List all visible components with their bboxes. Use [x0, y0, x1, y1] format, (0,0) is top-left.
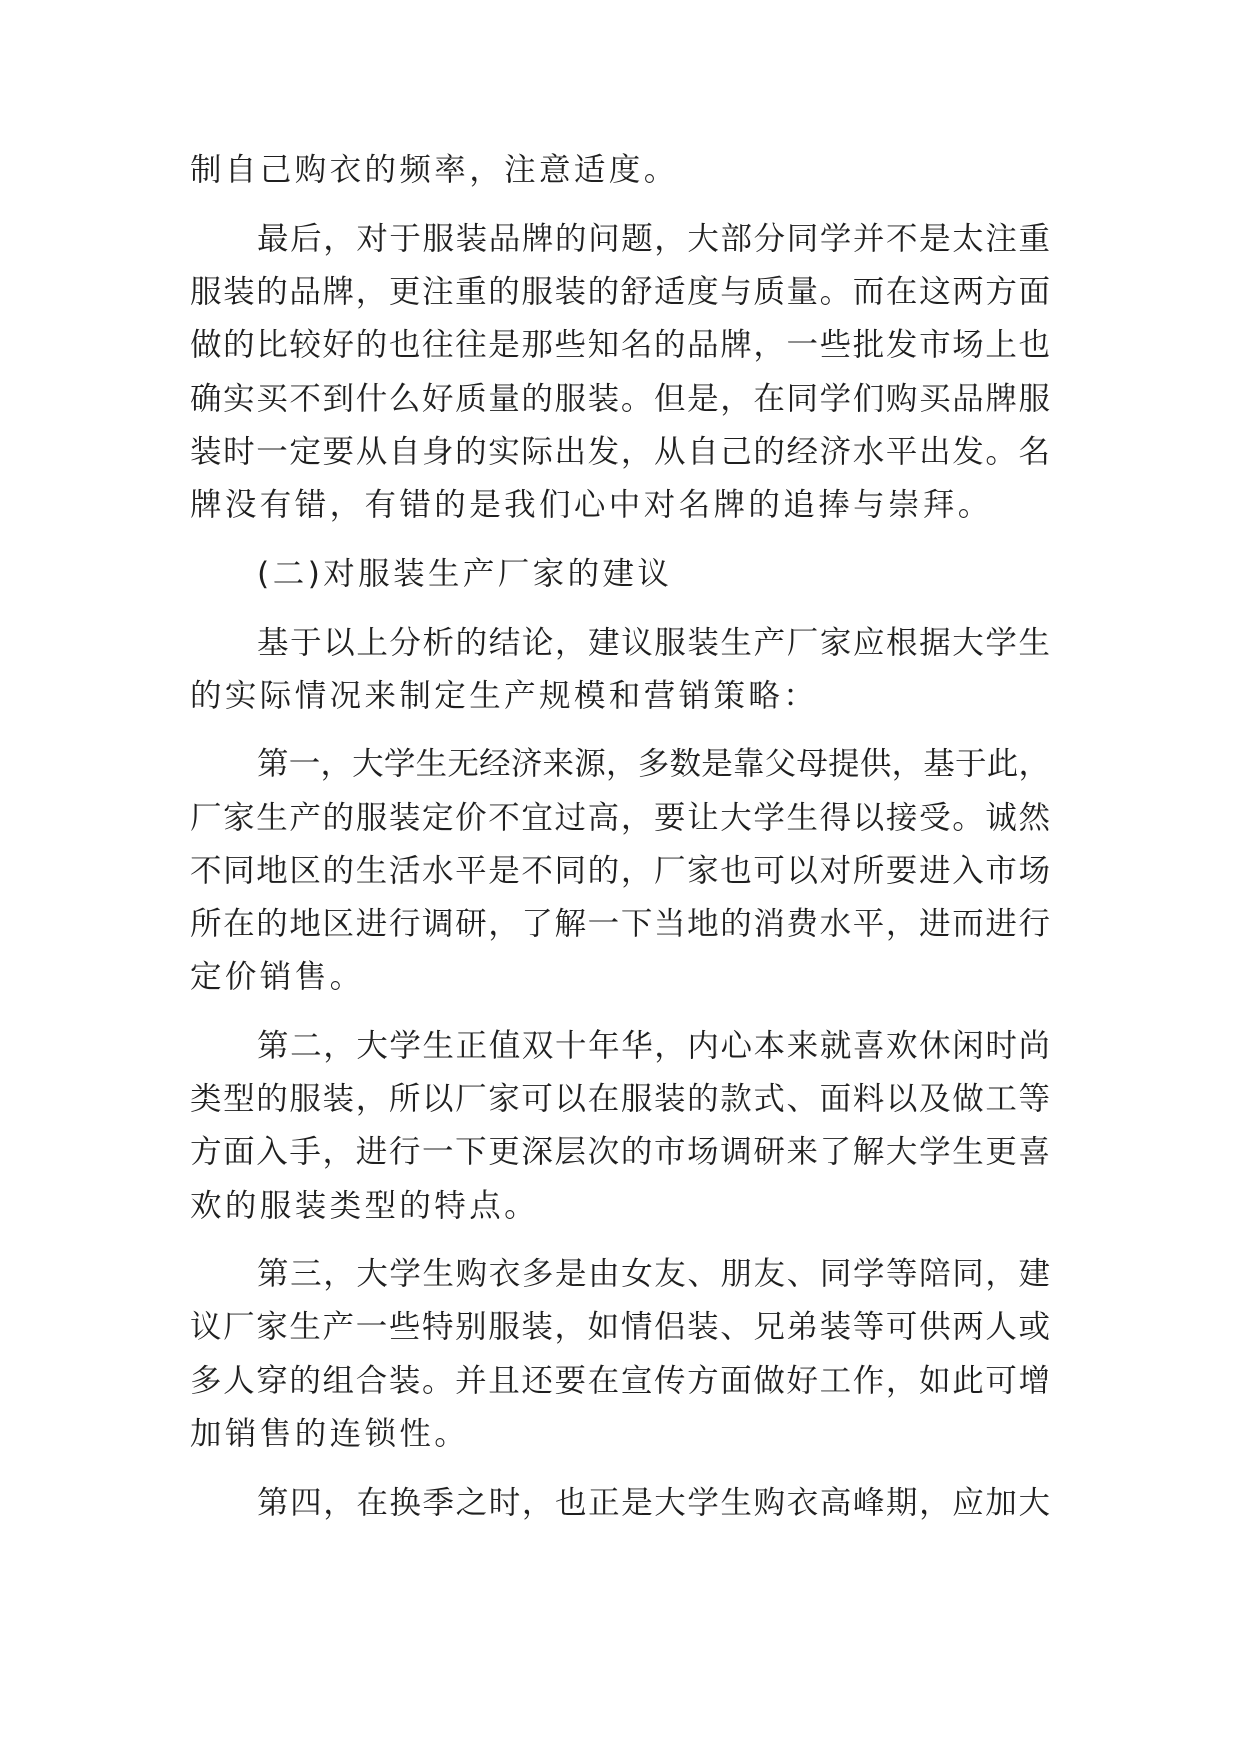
- paragraph-start-line: 最后，对于服装品牌的问题，大部分同学并不是太注重: [257, 221, 1050, 257]
- text-line: 多人穿的组合装。并且还要在宣传方面做好工作，如此可增: [190, 1363, 1050, 1399]
- text-line: 类型的服装，所以厂家可以在服装的款式、面料以及做工等: [190, 1081, 1050, 1117]
- text-line: 方面入手，进行一下更深层次的市场调研来了解大学生更喜: [190, 1134, 1050, 1170]
- text-line: 确实买不到什么好质量的服装。但是，在同学们购买品牌服: [190, 381, 1050, 417]
- text-line: 牌没有错，有错的是我们心中对名牌的追捧与崇拜。: [190, 487, 993, 523]
- paragraph-start-line: 第四，在换季之时，也正是大学生购衣高峰期，应加大: [257, 1485, 1050, 1521]
- text-line: 议厂家生产一些特别服装，如情侣装、兄弟装等可供两人或: [190, 1309, 1050, 1345]
- paragraph-start-line: 第三，大学生购衣多是由女友、朋友、同学等陪同，建: [257, 1256, 1050, 1292]
- text-line: 定价销售。: [190, 959, 365, 995]
- text-line: 不同地区的生活水平是不同的，厂家也可以对所要进入市场: [190, 853, 1050, 889]
- text-line: 厂家生产的服装定价不宜过高，要让大学生得以接受。诚然: [190, 800, 1050, 836]
- section-heading: (二)对服装生产厂家的建议: [257, 556, 673, 592]
- paragraph-start-line: 第一，大学生无经济来源，多数是靠父母提供，基于此，: [257, 746, 1050, 782]
- text-line: 服装的品牌，更注重的服装的舒适度与质量。而在这两方面: [190, 274, 1050, 310]
- text-line: 欢的服装类型的特点。: [190, 1188, 540, 1224]
- text-line: 所在的地区进行调研，了解一下当地的消费水平，进而进行: [190, 906, 1050, 942]
- paragraph-start-line: 基于以上分析的结论，建议服装生产厂家应根据大学生: [257, 625, 1050, 661]
- text-line: 加销售的连锁性。: [190, 1416, 470, 1452]
- paragraph-start-line: 第二，大学生正值双十年华，内心本来就喜欢休闲时尚: [257, 1028, 1050, 1064]
- text-line: 制自己购衣的频率，注意适度。: [190, 152, 679, 188]
- text-line: 的实际情况来制定生产规模和营销策略：: [190, 678, 819, 714]
- text-line: 做的比较好的也往往是那些知名的品牌，一些批发市场上也: [190, 327, 1050, 363]
- text-line: 装时一定要从自身的实际出发，从自己的经济水平出发。名: [190, 434, 1050, 470]
